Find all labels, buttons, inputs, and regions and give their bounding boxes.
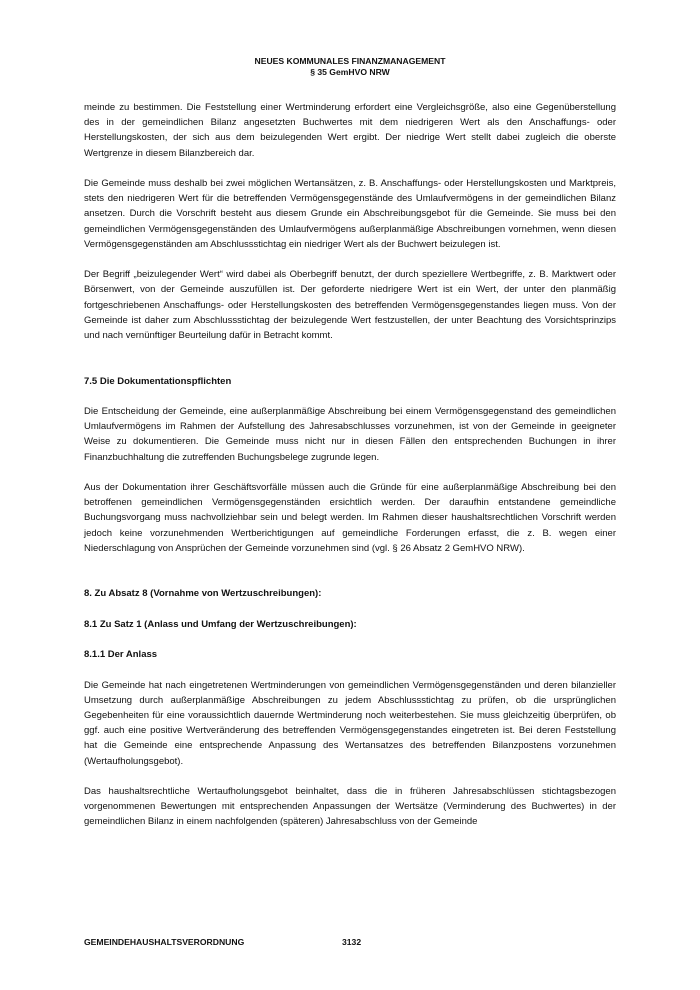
paragraph: Der Begriff „beizulegender Wert“ wird dabei als Oberbegriff benutzt, der durch speziellere Wertbegriffe, z. B. Marktwert oder Börsenwert, von der Gemeinde auszufüllen ist. Der geforderte niedrigere Wert ist ein Wert, der unter den planmäßig fortgeschriebenen Anschaffungs- oder Herstellungskosten des betreffenden Vermögensgegenstandes liegen muss. Von der Gemeinde ist daher zum Abschlussstichtag der beizulegende Wert festzustellen, der unter Beachtung des Vorsichtsprinzips und nach vernünftiger Beurteilung dafür in Betracht kommt. bbox=[84, 269, 616, 342]
paragraph: Die Gemeinde hat nach eingetretenen Wertminderungen von gemeindlichen Vermögensgegenständen und deren bilanzieller Umsetzung durch außerplanmäßige Abschreibungen zu jedem Abschlussstichtag zu prüfen, ob die ursprünglichen Gegebenheiten für eine voraussichtlich dauernde Wertminderung noch weiterbestehen. Sie muss gleichzeitig überprüfen, ob ggf. auch eine positive Wertveränderung des betreffenden Vermögensgegenstandes eingetreten ist. Bei deren Feststellung hat die Gemeinde eine entsprechende Anpassung des Wertansatzes des betreffenden Bilanzpostens vorzunehmen (Wertaufholungsgebot). bbox=[84, 679, 616, 767]
paragraph: Die Gemeinde muss deshalb bei zwei möglichen Wertansätzen, z. B. Anschaffungs- oder Herstellungskosten und Marktpreis, stets den niedrigeren Wert für die betreffenden Vermögensgegenstände des Umlaufvermögens in der gemeindlichen Bilanz ansetzen. Durch die Vorschrift besteht aus diesem Grunde ein Abschreibungsgebot für die Gemeinde. Sie muss bei den gemeindlichen Vermögensgegenständen des Umlaufvermögens außerplanmäßige Abschreibungen vornehmen, wenn diesen Vermögensgegenständen am Abschlussstichtag ein niedriger Wert als der Buchwert beizulegen ist. bbox=[84, 178, 616, 250]
header-title: NEUES KOMMUNALES FINANZMANAGEMENT bbox=[254, 56, 446, 66]
page-header bbox=[0, 56, 700, 77]
paragraph: meinde zu bestimmen. Die Feststellung einer Wertminderung erfordert eine Vergleichsgröße, also eine Gegenüberstellung des in der gemeindlichen Bilanz angesetzten Buchwertes mit dem niedrigeren Wert als den Anschaffungs- oder Herstellungskosten, der sich aus dem beizulegenden Wert ergibt. Der niedrige Wert stellt dabei zugleich die oberste Wertgrenze in diesem Bilanzbereich dar. bbox=[84, 102, 616, 159]
subsection-heading: 8.1 Zu Satz 1 (Anlass und Umfang der Wertzuschreibungen): bbox=[84, 618, 357, 630]
section-heading: 8. Zu Absatz 8 (Vornahme von Wertzuschreibungen): bbox=[84, 588, 322, 600]
subsubsection-heading: 8.1.1 Der Anlass bbox=[84, 649, 158, 661]
paragraph: Das haushaltsrechtliche Wertaufholungsgebot beinhaltet, dass die in früheren Jahresabschlüssen stichtagsbezogen vorgenommenen Bewertungen mit entsprechenden Anpassungen der Wertsätze (Verminderung des Buchwertes) in der gemeindlichen Bilanz in einem nachfolgenden (späteren) Jahresabschluss von der Gemeinde bbox=[84, 785, 616, 828]
paragraph: Die Entscheidung der Gemeinde, eine außerplanmäßige Abschreibung bei einem Vermögensgegenstand des gemeindlichen Umlaufvermögens im Rahmen der Aufstellung des Jahresabschlusses vorzunehmen, ist von der Gemeinde in geeigneter Weise zu dokumentieren. Die Gemeinde muss nicht nur in diesen Fällen den entsprechenden Buchungen in ihrer Finanzbuchhaltung die zutreffenden Buchungsbelege zugrunde legen. bbox=[84, 406, 616, 463]
header-section: § 35 GemHVO NRW bbox=[310, 66, 390, 77]
section-heading: 7.5 Die Dokumentationspflichten bbox=[84, 375, 232, 387]
paragraph: Aus der Dokumentation ihrer Geschäftsvorfälle müssen auch die Gründe für eine außerplanmäßige Abschreibung bei den betroffenen gemeindlichen Vermögensgegenständen ersichtlich werden. Der daraufhin entstandene gemeindliche Buchungsvorgang muss nachvollziehbar sein und belegt werden. Im Rahmen dieser haushaltsrechtlichen Vorschrift werden jedoch keine vorzunehmenden Wertberichtigungen auf gemeindliche Forderungen erfasst, die z. B. wegen einer Niederschlagung von Ansprüchen der Gemeinde vorzunehmen sind (vgl. § 26 Absatz 2 GemHVO NRW). bbox=[84, 482, 616, 554]
document-body bbox=[84, 100, 616, 830]
page-number: 3132 bbox=[342, 937, 362, 947]
footer-title: GEMEINDEHAUSHALTSVERORDNUNG bbox=[84, 937, 245, 947]
